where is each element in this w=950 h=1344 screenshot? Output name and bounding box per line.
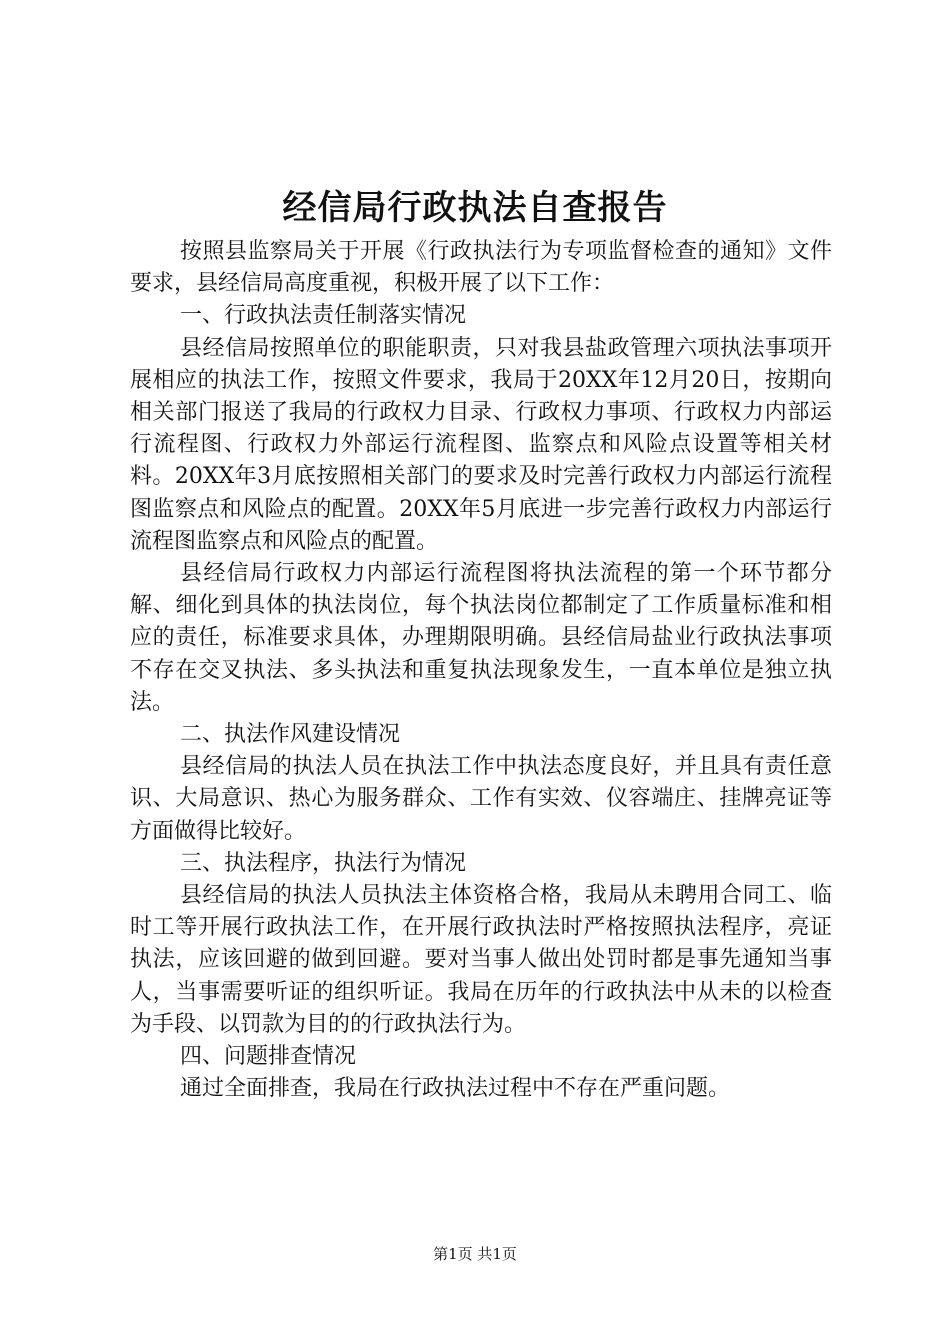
body-paragraph: 通过全面排查，我局在行政执法过程中不存在严重问题。 (180, 1076, 731, 1102)
body-paragraph: 县经信局的执法人员执法主体资格合格，我局从未聘用合同工、临时工等开展行政执法工作，在开展行政执法时严格按照执法程序，亮证执法，应该回避的做到回避。要对当事人做出处罚时都是事先通知当事人，当事需要听证的组织听证。我局在历年的行政执法中从未的以检查为手段、以罚款为目的的行政执法行为。 (130, 883, 832, 1037)
section-heading-3: 三、执法程序，执法行为情况 (180, 850, 467, 876)
intro-paragraph: 按照县监察局关于开展《行政执法行为专项监督检查的通知》文件要求，县经信局高度重视，积极开展了以下工作： (130, 239, 832, 297)
document-body (130, 236, 832, 1105)
page-number-footer: 第1页 共1页 (433, 1245, 517, 1263)
section-heading-2: 二、执法作风建设情况 (180, 722, 401, 748)
section-heading-4: 四、问题排查情况 (180, 1044, 357, 1070)
body-paragraph: 县经信局行政权力内部运行流程图将执法流程的第一个环节都分解、细化到具体的执法岗位，每个执法岗位都制定了工作质量标准和相应的责任，标准要求具体，办理期限明确。县经信局盐业行政执法事项不存在交叉执法、多头执法和重复执法现象发生，一直本单位是独立执法。 (130, 561, 832, 715)
body-paragraph: 县经信局按照单位的职能职责，只对我县盐政管理六项执法事项开展相应的执法工作，按照文件要求，我局于20XX年12月20日，按期向相关部门报送了我局的行政权力目录、行政权力事项、行政权力内部运行流程图、行政权力外部运行流程图、监察点和风险点设置等相关材料。20XX年3月底按照相关部门的要求及时完善行政权力内部运行流程图监察点和风险点的配置。20XX年5月底进一步完善行政权力内部运行流程图监察点和风险点的配置。 (130, 335, 832, 554)
page-title: 经信局行政执法自查报告 (282, 188, 668, 228)
section-heading-1: 一、行政执法责任制落实情况 (180, 303, 467, 329)
body-paragraph: 县经信局的执法人员在执法工作中执法态度良好，并且具有责任意识、大局意识、热心为服务群众、工作有实效、仪容端庄、挂牌亮证等方面做得比较好。 (130, 754, 832, 844)
